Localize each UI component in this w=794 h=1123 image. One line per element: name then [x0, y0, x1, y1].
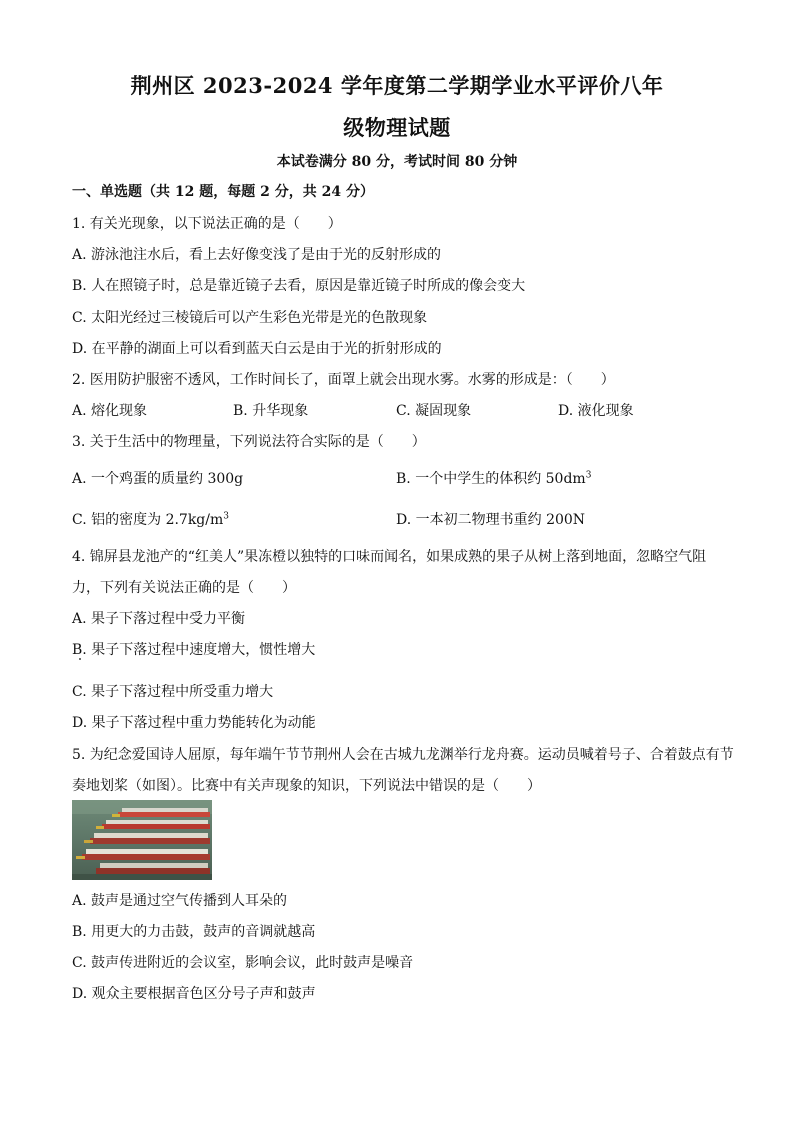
q3-option-d: D. 一本初二物理书重约 200N: [396, 512, 586, 528]
q4-option-c: C. 果子下落过程中所受重力增大: [72, 684, 274, 700]
q1-stem: 1. 有关光现象，以下说法正确的是（ ）: [72, 216, 342, 232]
q3-option-b-text: B. 一个中学生的体积约 50dm: [396, 471, 586, 487]
q2-option-a: A. 熔化现象: [72, 403, 148, 419]
q3-option-c-text: C. 铝的密度为 2.7kg/m: [72, 512, 224, 528]
q3-stem: 3. 关于生活中的物理量，下列说法符合实际的是（ ）: [72, 434, 426, 450]
q3-option-a: A. 一个鸡蛋的质量约 300g: [72, 471, 244, 487]
q3-option-c: [72, 509, 229, 529]
q3-option-b: [396, 468, 591, 488]
section-heading-single-choice: 一、单选题（共 12 题，每题 2 分，共 24 分）: [72, 184, 374, 200]
q4-stem-line2: 力，下列有关说法正确的是（ ）: [72, 580, 296, 596]
stray-mark: [79, 658, 81, 660]
q2-option-c: C. 凝固现象: [396, 403, 472, 419]
q5-option-a: A. 鼓声是通过空气传播到人耳朵的: [72, 893, 288, 909]
q4-option-d: D. 果子下落过程中重力势能转化为动能: [72, 715, 316, 731]
q5-stem-line2: 奏地划桨（如图）。比赛中有关声现象的知识，下列说法中错误的是（ ）: [72, 778, 541, 794]
dragon-boat-race-photo: [72, 800, 212, 880]
q1-option-a: A. 游泳池注水后，看上去好像变浅了是由于光的反射形成的: [72, 247, 442, 263]
q3-option-b-exponent: 3: [585, 470, 592, 481]
exam-subtitle: 本试卷满分 80 分，考试时间 80 分钟: [276, 154, 518, 170]
q4-stem-line1: 4. 锦屏县龙池产的“红美人”果冻橙以独特的口味而闻名，如果成熟的果子从树上落到地面，忽略空气阻: [72, 549, 707, 565]
q5-option-c: C. 鼓声传进附近的会议室，影响会议，此时鼓声是噪音: [72, 955, 414, 971]
q1-option-c: C. 太阳光经过三棱镜后可以产生彩色光带是光的色散现象: [72, 310, 428, 326]
q3-option-c-exponent: 3: [223, 511, 229, 522]
q1-option-b: B. 人在照镜子时，总是靠近镜子去看，原因是靠近镜子时所成的像会变大: [72, 278, 526, 294]
q5-option-b: B. 用更大的力击鼓，鼓声的音调就越高: [72, 924, 316, 940]
q4-option-a: A. 果子下落过程中受力平衡: [72, 611, 246, 627]
q2-option-b: B. 升华现象: [233, 403, 309, 419]
q2-option-d: D. 液化现象: [558, 403, 634, 419]
exam-title-line1: 荆州区 2023-2024 学年度第二学期学业水平评价八年: [130, 73, 664, 98]
q5-option-d: D. 观众主要根据音色区分号子声和鼓声: [72, 986, 316, 1002]
q5-stem-line1: 5. 为纪念爱国诗人屈原，每年端午节节荆州人会在古城九龙渊举行龙舟赛。运动员喊着号子、合着鼓点有节: [72, 747, 734, 763]
exam-title-line2: 级物理试题: [343, 115, 451, 140]
q4-option-b: B. 果子下落过程中速度增大，惯性增大: [72, 642, 316, 658]
q2-stem: 2. 医用防护服密不透风，工作时间长了，面罩上就会出现水雾。水雾的形成是：（ ）: [72, 372, 615, 388]
q1-option-d: D. 在平静的湖面上可以看到蓝天白云是由于光的折射形成的: [72, 341, 442, 357]
